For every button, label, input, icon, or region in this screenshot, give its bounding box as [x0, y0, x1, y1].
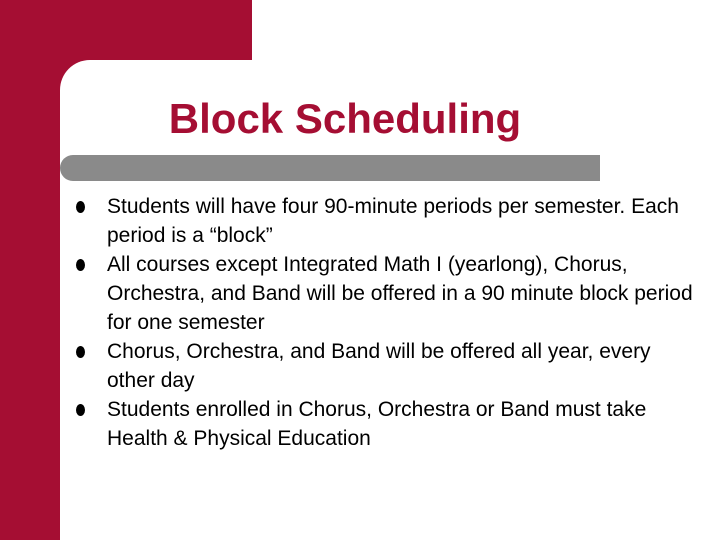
- bullet-text: Students enrolled in Chorus, Orchestra or Band must take Health & Physical Education: [107, 398, 647, 450]
- bullet-text: Chorus, Orchestra, and Band will be offered all year, every other day: [107, 340, 651, 392]
- bullet-icon: [76, 201, 85, 213]
- bullet-item: [76, 395, 696, 453]
- bullet-item: [76, 250, 696, 337]
- bullet-list: [76, 192, 696, 453]
- slide-title: Block Scheduling: [168, 95, 522, 142]
- bullet-text: Students will have four 90-minute periods per semester. Each period is a “block”: [107, 195, 679, 247]
- bullet-item: [76, 192, 696, 250]
- bullet-icon: [76, 404, 85, 416]
- bullet-icon: [76, 346, 85, 358]
- bullet-item: [76, 337, 696, 395]
- title-underline-bar: [60, 155, 600, 181]
- bullet-text: All courses except Integrated Math I (yearlong), Chorus, Orchestra, and Band will be offered in a 90 minute block period for one semester: [107, 253, 693, 334]
- bullet-icon: [76, 259, 85, 271]
